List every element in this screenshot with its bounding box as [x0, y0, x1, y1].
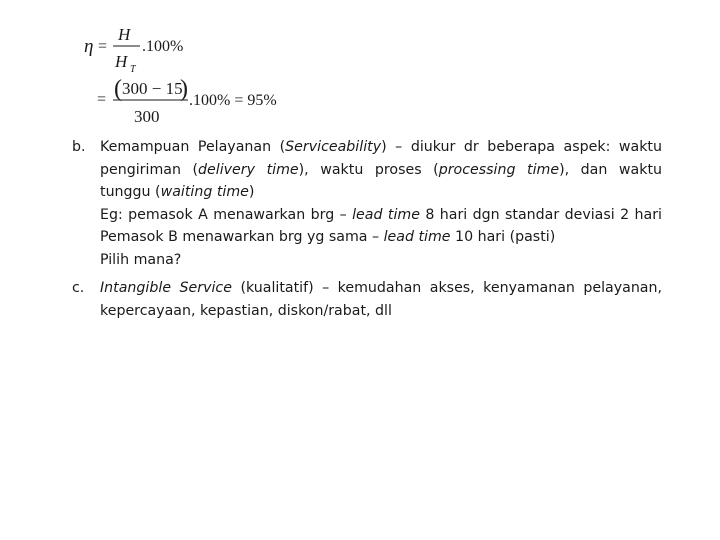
text-run: kepercayaan, kepastian, diskon/rabat, dll	[100, 302, 392, 319]
formula-frac1-denominator: H	[115, 52, 128, 71]
text-line	[100, 181, 662, 204]
text-line	[100, 159, 662, 182]
text-run: )	[248, 184, 255, 200]
formula-equals-1: =	[98, 38, 108, 55]
formula-multiplier-2: .100% = 95%	[189, 92, 277, 109]
text-run: tunggu (	[100, 184, 161, 200]
text-run: Eg: pemasok A menawarkan brg –	[100, 206, 353, 223]
text-line	[100, 300, 662, 323]
text-line	[100, 136, 662, 159]
formula-frac2-denominator: 300	[134, 107, 160, 126]
term-serviceability: Serviceability	[285, 139, 382, 155]
list-item-c	[72, 277, 662, 322]
formula-paren-close: )	[180, 76, 188, 102]
text-run: Kemampuan Pelayanan (	[100, 139, 286, 155]
term-lead-time: lead time	[352, 206, 420, 223]
text-line	[100, 204, 662, 227]
term-waiting-time: waiting time	[160, 184, 249, 200]
text-run: ), waktu proses (	[298, 161, 439, 178]
text-run: Pemasok B menawarkan brg yg sama –	[100, 229, 384, 245]
text-run: (kualitatif) – kemudahan akses, kenyamanan pelayanan,	[231, 280, 663, 296]
formula-multiplier-1: .100%	[142, 38, 184, 55]
formula-frac1-subscript: T	[130, 64, 136, 75]
formula-frac2-numerator: 300 − 15	[122, 79, 183, 98]
term-lead-time: lead time	[383, 229, 451, 245]
term-processing-time: processing time	[438, 161, 560, 178]
list-item-b	[72, 136, 662, 271]
term-delivery-time: delivery time	[198, 161, 299, 178]
term-intangible-service: Intangible Service	[100, 280, 232, 296]
criteria-list	[72, 136, 662, 322]
text-line	[100, 226, 662, 249]
formula-eta: η	[84, 36, 94, 57]
formula-frac1-numerator: H	[118, 25, 131, 44]
text-run: ), dan waktu	[559, 161, 662, 178]
text-run: 8 hari dgn standar deviasi 2 hari	[419, 206, 662, 223]
text-line	[100, 249, 662, 272]
text-run: Pilih mana?	[100, 251, 182, 268]
text-run: 10 hari (pasti)	[450, 229, 556, 245]
formula-equals-2: =	[97, 91, 107, 108]
efficiency-formula	[0, 0, 720, 130]
formula-svg	[0, 0, 720, 130]
text-run: ) – diukur dr beberapa aspek: waktu	[381, 139, 662, 155]
formula-paren-open: (	[114, 76, 122, 102]
text-line	[100, 277, 662, 300]
list-marker-b: b.	[72, 139, 86, 155]
list-marker-c: c.	[72, 280, 85, 296]
text-run: pengiriman (	[100, 161, 199, 178]
